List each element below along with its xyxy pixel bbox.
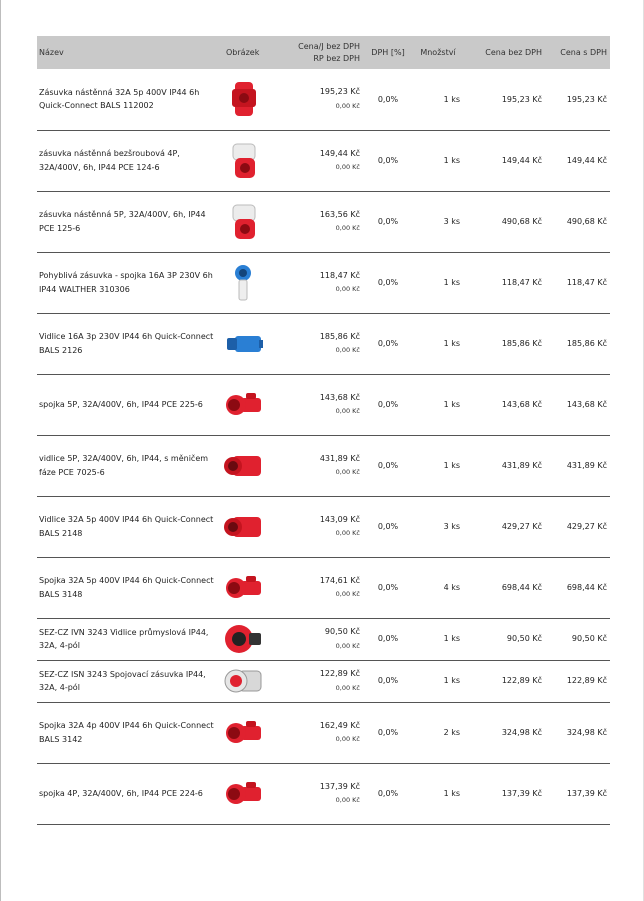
product-image bbox=[220, 557, 265, 618]
recycling-fee: 0,00 Kč bbox=[335, 101, 360, 110]
product-name: vidlice 5P, 32A/400V, 6h, IP44, s měničem fáze PCE 7025-6 bbox=[39, 454, 209, 477]
table-row bbox=[37, 191, 610, 252]
plug-red-icon bbox=[221, 507, 265, 547]
plug-red-icon bbox=[221, 446, 265, 486]
product-image bbox=[220, 660, 265, 702]
unit-price: 162,49 Kč bbox=[319, 720, 360, 730]
total-ex-vat: 118,47 Kč bbox=[501, 277, 542, 287]
coupler-red-icon bbox=[221, 385, 265, 425]
unit-price-cell bbox=[265, 130, 363, 191]
product-image bbox=[220, 374, 265, 435]
unit-price-cell bbox=[265, 374, 363, 435]
quantity: 1 ks bbox=[443, 155, 460, 165]
recycling-fee: 0,00 Kč bbox=[335, 163, 360, 171]
total-ex-vat: 429,27 Kč bbox=[501, 521, 542, 531]
total-ex-vat: 143,68 Kč bbox=[501, 399, 542, 409]
vat-rate: 0,0% bbox=[377, 399, 399, 409]
recycling-fee: 0,00 Kč bbox=[335, 590, 360, 598]
unit-price: 163,56 Kč bbox=[319, 209, 360, 219]
table-row bbox=[37, 435, 610, 496]
unit-price: 174,61 Kč bbox=[319, 575, 360, 585]
total-ex-vat: 324,98 Kč bbox=[501, 727, 542, 737]
quantity: 1 ks bbox=[443, 634, 460, 644]
vat-rate: 0,0% bbox=[377, 94, 399, 104]
product-image bbox=[220, 496, 265, 557]
total-inc-vat: 431,89 Kč bbox=[566, 460, 607, 470]
vat-rate: 0,0% bbox=[377, 521, 399, 531]
coupler-blue-white-icon bbox=[221, 263, 265, 303]
wall-socket-red-white-icon bbox=[221, 141, 265, 181]
total-ex-vat: 122,89 Kč bbox=[501, 676, 542, 686]
vat-rate: 0,0% bbox=[377, 582, 399, 592]
col-header-image: Obrázek bbox=[226, 48, 260, 57]
total-inc-vat: 429,27 Kč bbox=[566, 521, 607, 531]
vat-rate: 0,0% bbox=[377, 460, 399, 470]
product-name: Spojka 32A 5p 400V IP44 6h Quick-Connect BALS 3148 bbox=[39, 576, 214, 599]
recycling-fee: 0,00 Kč bbox=[335, 735, 360, 743]
vat-rate: 0,0% bbox=[377, 216, 399, 226]
recycling-fee: 0,00 Kč bbox=[335, 529, 360, 537]
total-inc-vat: 149,44 Kč bbox=[566, 155, 607, 165]
quantity: 1 ks bbox=[443, 676, 460, 686]
product-image bbox=[220, 435, 265, 496]
product-name: Spojka 32A 4p 400V IP44 6h Quick-Connect BALS 3142 bbox=[39, 721, 214, 744]
quantity: 1 ks bbox=[443, 94, 460, 104]
quantity: 1 ks bbox=[443, 460, 460, 470]
product-name: Zásuvka nástěnná 32A 5p 400V IP44 6h Quick-Connect BALS 112002 bbox=[39, 87, 200, 111]
unit-price: 118,47 Kč bbox=[319, 270, 360, 280]
table-row bbox=[37, 702, 610, 763]
product-name: spojka 5P, 32A/400V, 6h, IP44 PCE 225-6 bbox=[39, 399, 203, 409]
unit-price: 143,68 Kč bbox=[319, 392, 360, 402]
quantity: 2 ks bbox=[443, 727, 460, 737]
product-image bbox=[220, 763, 265, 824]
total-inc-vat: 122,89 Kč bbox=[566, 676, 607, 686]
vat-rate: 0,0% bbox=[377, 155, 399, 165]
plug-red-black-icon bbox=[221, 619, 265, 659]
product-name: zásuvka nástěnná 5P, 32A/400V, 6h, IP44 PCE 125-6 bbox=[39, 210, 206, 233]
vat-rate: 0,0% bbox=[377, 338, 399, 348]
unit-price: 195,23 Kč bbox=[319, 87, 360, 97]
vat-rate: 0,0% bbox=[377, 788, 399, 798]
unit-price-cell bbox=[265, 763, 363, 824]
total-ex-vat: 185,86 Kč bbox=[501, 338, 542, 348]
table-row bbox=[37, 69, 610, 130]
table-row bbox=[37, 557, 610, 618]
unit-price-cell bbox=[265, 702, 363, 763]
quantity: 1 ks bbox=[443, 788, 460, 798]
col-header-unit-price-line1: Cena/J bez DPH bbox=[298, 41, 360, 51]
col-header-qty: Množství bbox=[420, 48, 456, 57]
unit-price-cell bbox=[265, 313, 363, 374]
recycling-fee: 0,00 Kč bbox=[335, 683, 360, 692]
quantity: 1 ks bbox=[443, 338, 460, 348]
total-inc-vat: 185,86 Kč bbox=[566, 338, 607, 348]
col-header-unit-price bbox=[265, 36, 363, 69]
table-row bbox=[37, 252, 610, 313]
total-ex-vat: 90,50 Kč bbox=[506, 634, 542, 644]
total-ex-vat: 698,44 Kč bbox=[501, 582, 542, 592]
vat-rate: 0,0% bbox=[377, 727, 399, 737]
recycling-fee: 0,00 Kč bbox=[335, 407, 360, 415]
unit-price-cell bbox=[265, 252, 363, 313]
plug-blue-icon bbox=[221, 324, 265, 364]
unit-price-cell bbox=[265, 618, 363, 660]
quantity: 4 ks bbox=[443, 582, 460, 592]
quantity: 1 ks bbox=[443, 399, 460, 409]
table-row bbox=[37, 660, 610, 702]
coupler-red-icon bbox=[221, 568, 265, 608]
col-header-unit-price-line2: RP bez DPH bbox=[313, 53, 360, 63]
product-image bbox=[220, 252, 265, 313]
table-row bbox=[37, 130, 610, 191]
unit-price-cell bbox=[265, 557, 363, 618]
col-header-name: Název bbox=[39, 48, 64, 57]
recycling-fee: 0,00 Kč bbox=[335, 641, 360, 650]
recycling-fee: 0,00 Kč bbox=[335, 285, 360, 293]
product-name: Pohyblivá zásuvka - spojka 16A 3P 230V 6h IP44 WALTHER 310306 bbox=[39, 271, 213, 294]
wall-socket-red-icon bbox=[221, 79, 265, 119]
total-inc-vat: 698,44 Kč bbox=[566, 582, 607, 592]
total-ex-vat: 137,39 Kč bbox=[501, 788, 542, 798]
coupler-red-icon bbox=[221, 774, 265, 814]
unit-price: 90,50 Kč bbox=[324, 627, 360, 636]
product-name: Vidlice 16A 3p 230V IP44 6h Quick-Connect BALS 2126 bbox=[39, 332, 214, 355]
unit-price-cell bbox=[265, 496, 363, 557]
total-ex-vat: 195,23 Kč bbox=[501, 94, 542, 104]
total-inc-vat: 490,68 Kč bbox=[566, 216, 607, 226]
unit-price: 431,89 Kč bbox=[319, 453, 360, 463]
product-name: Vidlice 32A 5p 400V IP44 6h Quick-Connect BALS 2148 bbox=[39, 515, 214, 538]
total-inc-vat: 118,47 Kč bbox=[566, 277, 607, 287]
unit-price: 122,89 Kč bbox=[319, 669, 360, 678]
unit-price-cell bbox=[265, 660, 363, 702]
product-name: spojka 4P, 32A/400V, 6h, IP44 PCE 224-6 bbox=[39, 788, 203, 798]
coupler-grey-red-icon bbox=[221, 661, 265, 701]
unit-price: 143,09 Kč bbox=[319, 514, 360, 524]
product-image bbox=[220, 130, 265, 191]
total-inc-vat: 137,39 Kč bbox=[566, 788, 607, 798]
table-row bbox=[37, 313, 610, 374]
col-header-vat: DPH [%] bbox=[371, 48, 405, 57]
total-inc-vat: 143,68 Kč bbox=[566, 399, 607, 409]
vat-rate: 0,0% bbox=[377, 676, 399, 686]
total-inc-vat: 90,50 Kč bbox=[571, 634, 607, 644]
total-ex-vat: 431,89 Kč bbox=[501, 460, 542, 470]
product-name: zásuvka nástěnná bezšroubová 4P, 32A/400V, 6h, IP44 PCE 124-6 bbox=[39, 149, 180, 172]
wall-socket-red-white-icon bbox=[221, 202, 265, 242]
product-name: SEZ-CZ IVN 3243 Vidlice průmyslová IP44, 32A, 4-pól bbox=[39, 627, 209, 650]
col-header-total-inc: Cena s DPH bbox=[560, 48, 607, 57]
unit-price-cell bbox=[265, 191, 363, 252]
unit-price: 137,39 Kč bbox=[319, 781, 360, 791]
quantity: 1 ks bbox=[443, 277, 460, 287]
unit-price: 149,44 Kč bbox=[319, 148, 360, 158]
order-items-table bbox=[37, 36, 610, 825]
quantity: 3 ks bbox=[443, 521, 460, 531]
product-image bbox=[220, 191, 265, 252]
table-header-row bbox=[37, 36, 610, 69]
vat-rate: 0,0% bbox=[377, 634, 399, 644]
recycling-fee: 0,00 Kč bbox=[335, 224, 360, 232]
recycling-fee: 0,00 Kč bbox=[335, 468, 360, 476]
quantity: 3 ks bbox=[443, 216, 460, 226]
unit-price: 185,86 Kč bbox=[319, 331, 360, 341]
vat-rate: 0,0% bbox=[377, 277, 399, 287]
col-header-total-ex: Cena bez DPH bbox=[485, 48, 542, 57]
table-row bbox=[37, 618, 610, 660]
recycling-fee: 0,00 Kč bbox=[335, 796, 360, 804]
coupler-red-icon bbox=[221, 713, 265, 753]
unit-price-cell bbox=[265, 69, 363, 130]
product-image bbox=[220, 69, 265, 130]
total-inc-vat: 195,23 Kč bbox=[566, 94, 607, 104]
recycling-fee: 0,00 Kč bbox=[335, 346, 360, 354]
table-row bbox=[37, 763, 610, 824]
total-inc-vat: 324,98 Kč bbox=[566, 727, 607, 737]
table-row bbox=[37, 374, 610, 435]
product-image bbox=[220, 618, 265, 660]
product-name: SEZ-CZ ISN 3243 Spojovací zásuvka IP44, 32A, 4-pól bbox=[39, 669, 206, 692]
page-left-border bbox=[0, 0, 1, 901]
product-image bbox=[220, 313, 265, 374]
total-ex-vat: 490,68 Kč bbox=[501, 216, 542, 226]
total-ex-vat: 149,44 Kč bbox=[501, 155, 542, 165]
table-row bbox=[37, 496, 610, 557]
product-image bbox=[220, 702, 265, 763]
unit-price-cell bbox=[265, 435, 363, 496]
